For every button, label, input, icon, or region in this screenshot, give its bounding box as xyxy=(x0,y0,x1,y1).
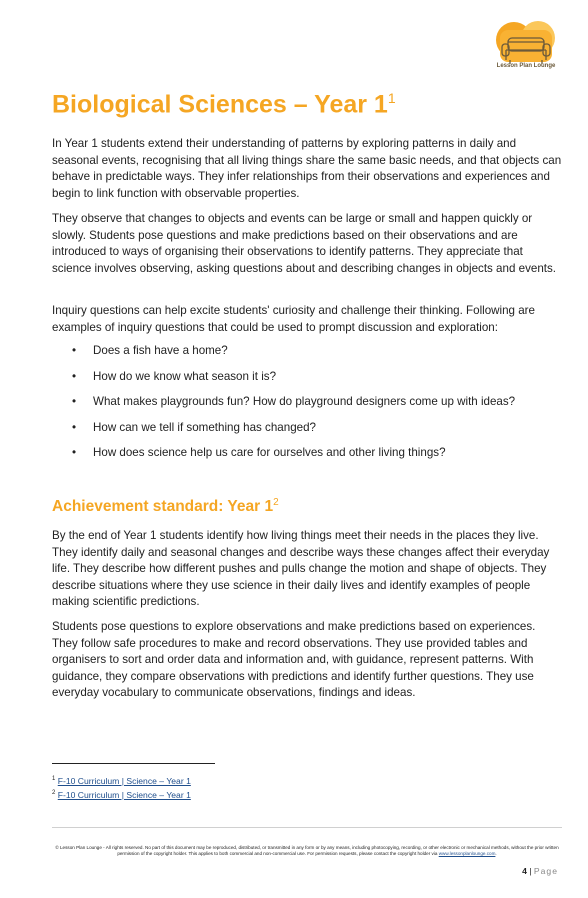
section-heading-achievement-standard xyxy=(52,497,279,516)
list-item xyxy=(52,343,562,369)
list-item-text: How do we know what season it is? xyxy=(93,369,277,383)
bullet-icon: • xyxy=(72,446,77,459)
page-number xyxy=(522,866,558,876)
copyright-end: . xyxy=(495,851,497,857)
footnote-1 xyxy=(52,773,191,787)
page-title xyxy=(52,90,396,119)
logo-text: Lesson Plan Lounge xyxy=(496,63,556,69)
copyright-text: © Lesson Plan Lounge - All rights reserved. No part of this document may be reproduced, distributed, or transmitted in any form or by any means, including photocopying, recording, or other electronic or mechanical methods, without the prior written permission of the copyright holder. This applies to both commercial and non-commercial use. For permission requests, please contact the copyright holder via xyxy=(55,845,559,857)
list-item xyxy=(52,445,562,471)
list-item-text: What makes playgrounds fun? How do playground designers come up with ideas? xyxy=(93,395,516,408)
section-heading-text: Achievement standard: Year 1 xyxy=(52,498,274,516)
footnote-2 xyxy=(52,787,191,801)
copyright-notice xyxy=(52,845,562,858)
footnote-link-1[interactable]: F-10 Curriculum | Science – Year 1 xyxy=(57,775,191,786)
page-label: Page xyxy=(533,866,558,876)
title-footnote-ref[interactable]: 1 xyxy=(387,90,396,106)
page-number-value: 4 xyxy=(522,866,527,876)
footnote-divider xyxy=(52,763,215,764)
bullet-icon: • xyxy=(72,420,77,434)
list-item xyxy=(52,420,562,446)
list-item-text: How can we tell if something has changed? xyxy=(93,420,316,434)
footnote-number: 1 xyxy=(52,776,56,782)
website-link[interactable]: www.lessonplanlounge.com xyxy=(438,851,496,857)
intro-paragraph-2: They observe that changes to objects and events can be large or small and happen quickly or slowly. Students pose questions and make predictions based on their observations and are introduced to ways of organising their observations to identify patterns. They appreciate that science involves observing, asking questions about and describing changes in objects and events. xyxy=(52,212,556,275)
bullet-icon: • xyxy=(72,369,77,383)
footnote-number: 2 xyxy=(52,790,56,796)
inquiry-questions-list xyxy=(52,343,562,471)
intro-paragraph-1: In Year 1 students extend their understanding of patterns by exploring patterns in daily and seasonal events, recognising that all living things share the same basic needs, and that objects can behave in predictable ways. They infer relationships from their observations and experiences and begin to link function with observable properties. xyxy=(52,137,562,200)
list-item-text: Does a fish have a home? xyxy=(93,344,228,357)
subtitle-footnote-ref[interactable]: 2 xyxy=(273,497,279,508)
achievement-paragraph-1: By the end of Year 1 students identify how living things meet their needs in the places they live. They identify daily and seasonal changes and describe ways these changes affect their everyday life. They describe how different pushes and pulls change the motion and shape of objects. They describe situations where they use science in their daily lives and identify examples of people making scientific predictions. xyxy=(52,529,550,609)
page-title-text: Biological Sciences – Year 1 xyxy=(52,90,388,119)
bullet-icon: • xyxy=(72,395,77,408)
footer-divider xyxy=(52,827,562,828)
achievement-paragraph-2: Students pose questions to explore observations and make predictions based on experiences. They follow safe procedures to make and record observations. They use provided tables and organisers to sort and order data and information and, with guidance, represent patterns. With guidance, they compare observations with predictions and identify further questions. They use everyday vocabulary to communicate observations, findings and ideas. xyxy=(52,620,536,700)
list-item xyxy=(52,369,562,395)
list-item-text: How does science help us care for ourselves and other living things? xyxy=(93,446,446,459)
bullet-icon: • xyxy=(72,344,77,357)
list-item xyxy=(52,394,562,420)
page-number-separator: | xyxy=(526,866,534,876)
intro-paragraph-3: Inquiry questions can help excite students' curiosity and challenge their thinking. Following are examples of inquiry questions that could be used to prompt discussion and exploration: xyxy=(52,304,535,334)
footnote-link-2[interactable]: F-10 Curriculum | Science – Year 1 xyxy=(57,789,191,800)
